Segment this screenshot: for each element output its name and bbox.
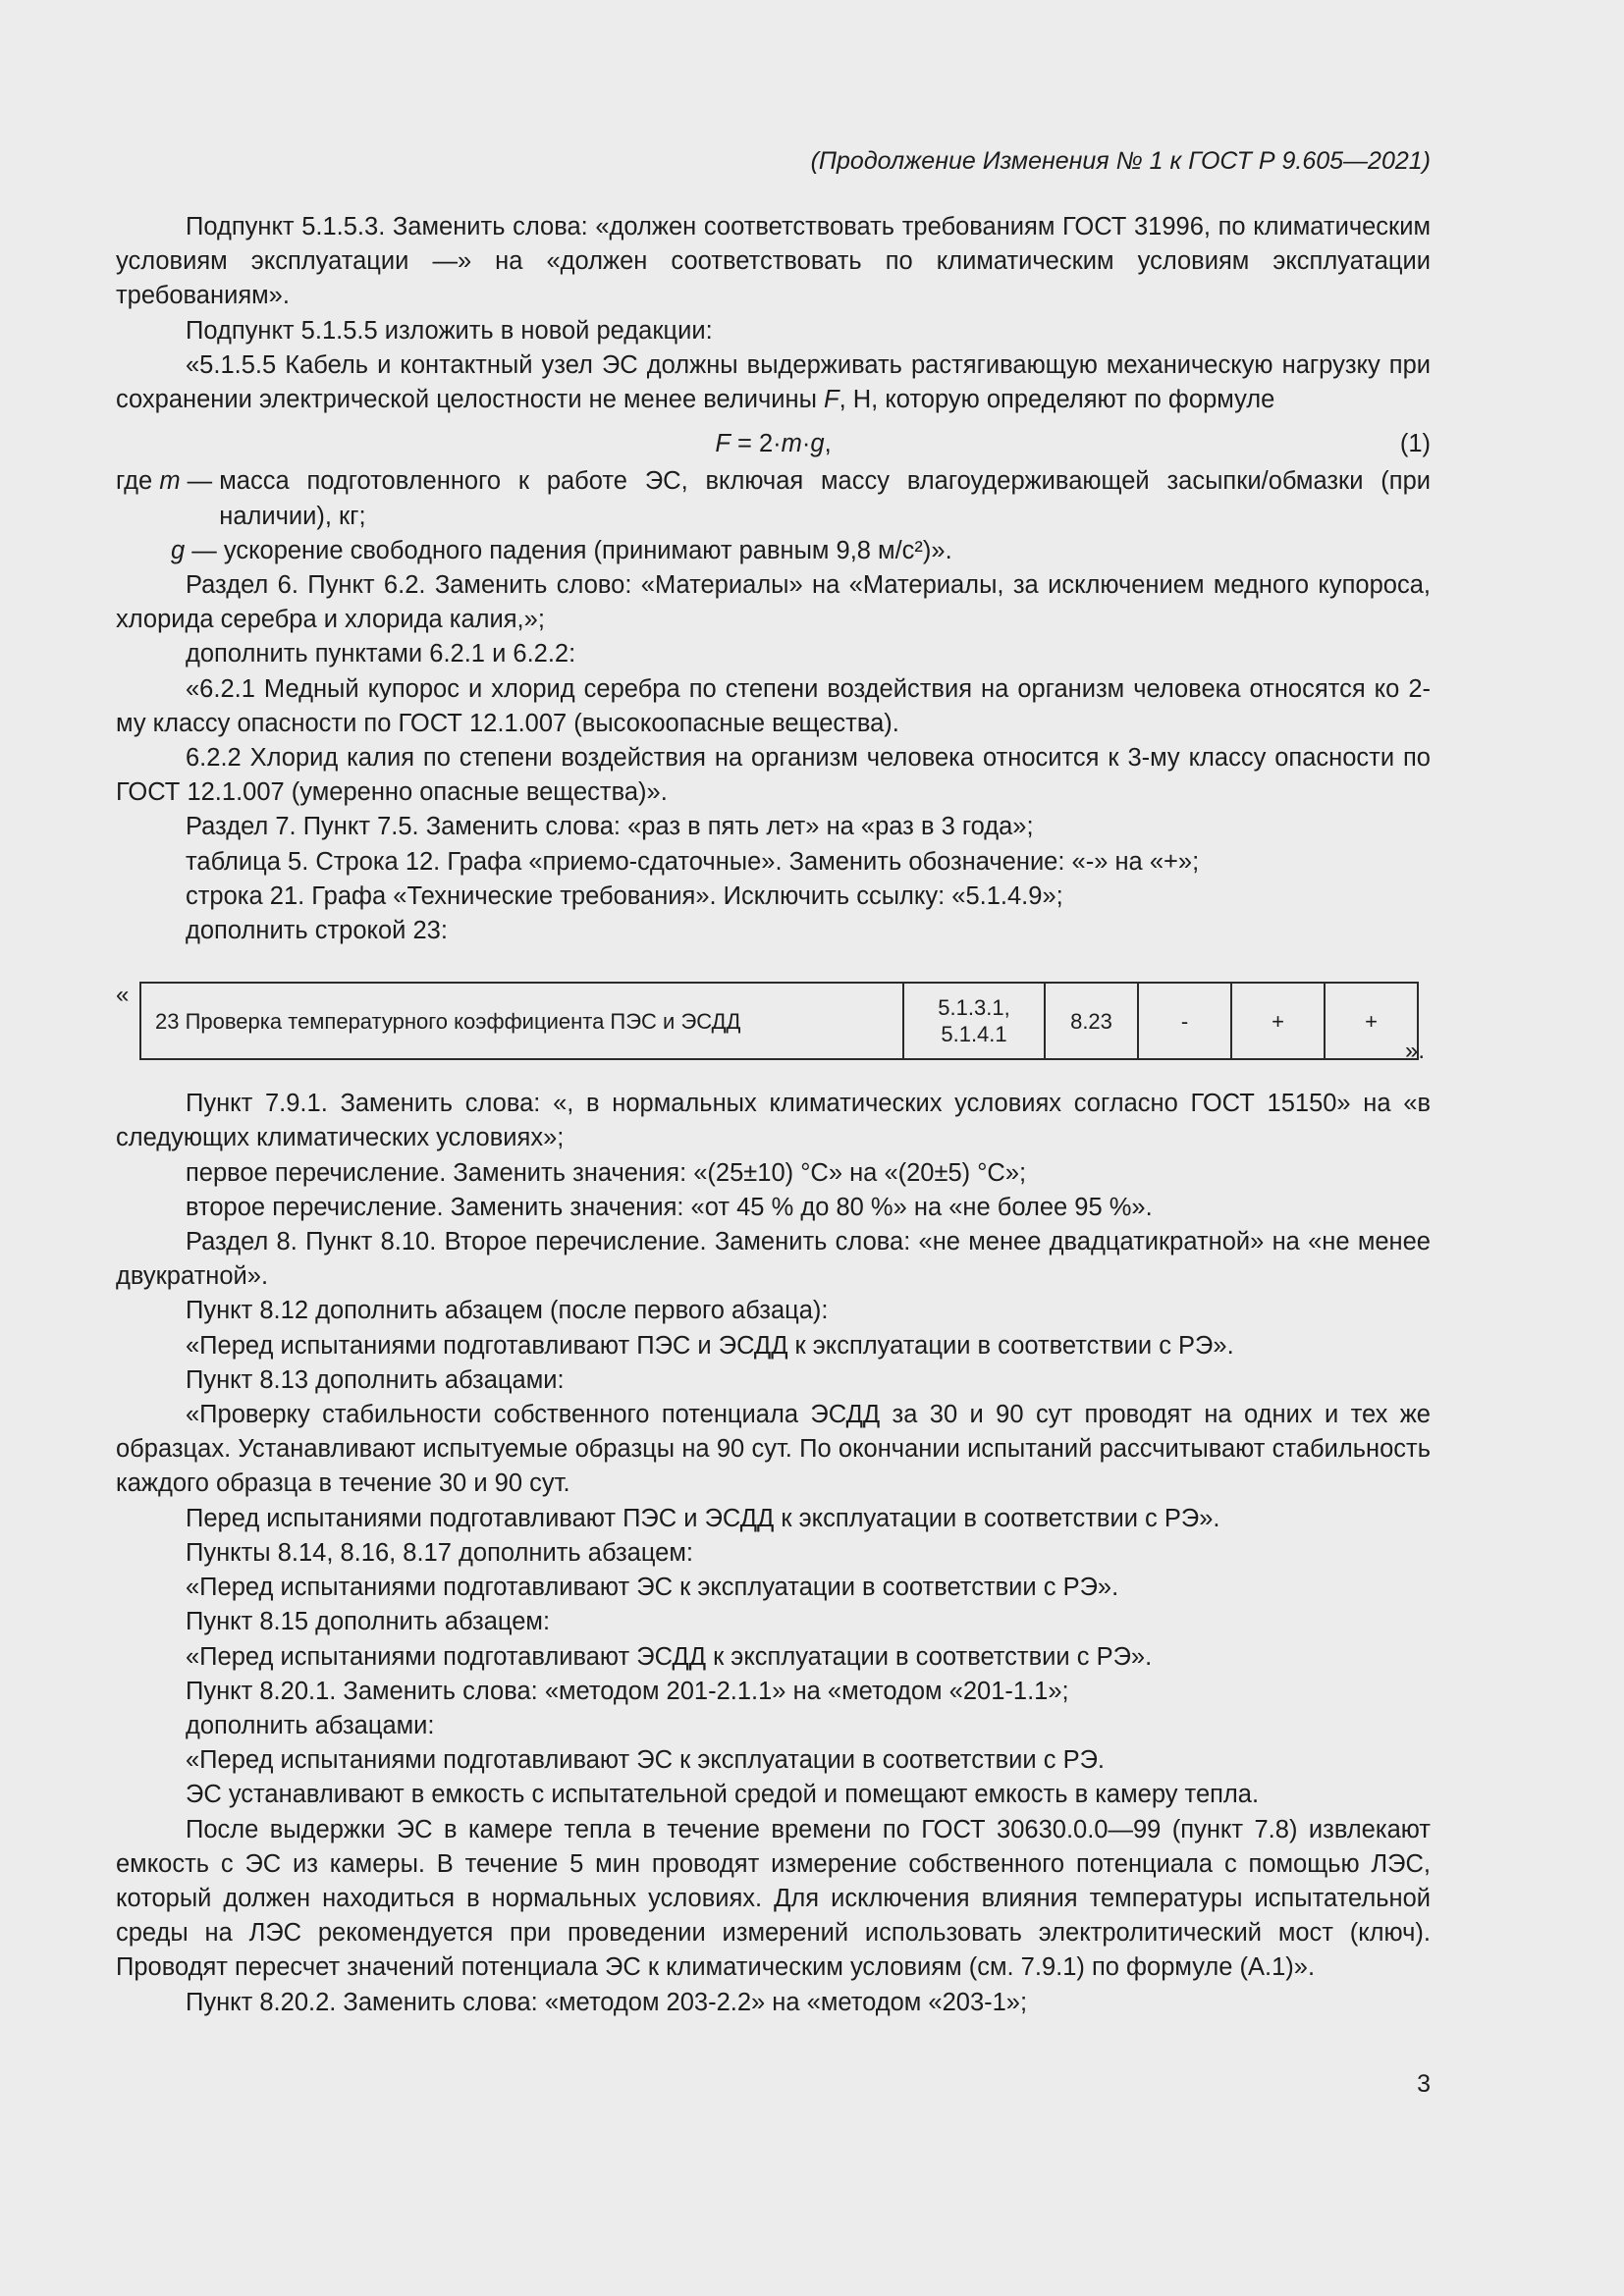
- paragraph-second-item: второе перечисление. Заменить значения: «от 45 % до 80 %» на «не более 95 %».: [186, 1193, 1153, 1221]
- paragraph-row21: строка 21. Графа «Технические требования». Исключить ссылку: «5.1.4.9»;: [186, 881, 1063, 910]
- paragraph-8201-text-3: После выдержки ЭС в камере тепла в течение времени по ГОСТ 30630.0.0—99 (пункт 7.8) извлекают емкость с ЭС из камеры. В течение 5 мин проводят измерение собственного потенциала с помощью ЛЭС, который должен находиться в нормальных условиях. Для исключения влияния температуры испытательной среды на ЛЭС рекомендуется при проведении измерений использовать электролитический мост (ключ). Проводят пересчет значений потенциала ЭС к климатическим условиям (см. 7.9.1) по формуле (А.1)».: [116, 1815, 1431, 1982]
- paragraph-5155-intro: Подпункт 5.1.5.5 изложить в новой редакции:: [186, 316, 713, 345]
- formula-line: [116, 427, 1431, 461]
- requirement-ref: 5.1.4.1: [941, 1022, 1007, 1047]
- paragraph-622: 6.2.2 Хлорид калия по степени воздействия на организм человека относится к 3-му классу опасности по ГОСТ 12.1.007 (умеренно опасные вещества)».: [116, 744, 1431, 807]
- requirement-ref: 5.1.3.1,: [938, 995, 1010, 1021]
- paragraph-8201-text-1: «Перед испытаниями подготавливают ЭС к эксплуатации в соответствии с РЭ.: [186, 1746, 1106, 1775]
- where-dash: —: [180, 467, 220, 496]
- formula-var-m: m: [781, 430, 802, 458]
- paragraph-8201-text-2: ЭС устанавливают в емкость с испытательной средой и помещают емкость в камеру тепла.: [186, 1781, 1260, 1809]
- paragraph-table5: таблица 5. Строка 12. Графа «приемо-сдаточные». Заменить обозначение: «-» на «+»;: [186, 847, 1200, 876]
- paragraph-section6: Раздел 6. Пункт 6.2. Заменить слово: «Материалы» на «Материалы, за исключением медного купороса, хлорида серебра и хлорида калия,»;: [116, 571, 1431, 634]
- paragraph-add-621: дополнить пунктами 6.2.1 и 6.2.2:: [186, 640, 576, 668]
- paragraph-812: Пункт 8.12 дополнить абзацем (после первого абзаца):: [186, 1297, 829, 1325]
- paragraph-8201-add: дополнить абзацами:: [186, 1711, 435, 1739]
- paragraph-5155-text: [116, 348, 1431, 417]
- paragraph-791: Пункт 7.9.1. Заменить слова: «, в нормальных климатических условиях согласно ГОСТ 15150» на «в следующих климатических условиях»;: [116, 1090, 1431, 1152]
- paragraph-section7: Раздел 7. Пункт 7.5. Заменить слова: «раз в пять лет» на «раз в 3 года»;: [186, 813, 1034, 841]
- paragraph-813-text-2: Перед испытаниями подготавливают ПЭС и ЭСДД к эксплуатации в соответствии с РЭ».: [186, 1504, 1220, 1532]
- table-close-quote: ».: [1405, 1038, 1426, 1065]
- page-number: 3: [1417, 2070, 1431, 2098]
- continuation-header: (Продолжение Изменения № 1 к ГОСТ Р 9.605—2021): [810, 147, 1431, 175]
- paragraph-812-text: «Перед испытаниями подготавливают ПЭС и ЭСДД к эксплуатации в соответствии с РЭ».: [186, 1331, 1234, 1360]
- amendment-table: [139, 982, 1419, 1060]
- paragraph-814-text: «Перед испытаниями подготавливают ЭС к эксплуатации в соответствии с РЭ».: [186, 1574, 1119, 1602]
- where-m-description: масса подготовленного к работе ЭС, включая массу влагоудерживающей засыпки/обмазки (при наличии), кг;: [219, 467, 1431, 530]
- variable-F: F: [824, 386, 839, 414]
- paragraph-815-text: «Перед испытаниями подготавливают ЭСДД к эксплуатации в соответствии с РЭ».: [186, 1642, 1153, 1671]
- table-open-quote: «: [116, 982, 130, 1009]
- formula-part: ·: [801, 430, 811, 458]
- where-m: [116, 464, 1431, 533]
- para-text: , Н, которую определяют по формуле: [839, 386, 1275, 414]
- paragraph-815: Пункт 8.15 дополнить абзацем:: [186, 1608, 551, 1636]
- where-prefix: где: [116, 467, 160, 496]
- where-var-g: g: [171, 536, 186, 564]
- table-cell-col4: -: [1138, 983, 1231, 1059]
- amendment-table-block: [116, 982, 1431, 1065]
- document-body: [116, 210, 1431, 2020]
- formula-var-F: F: [715, 430, 731, 458]
- paragraph-5153: Подпункт 5.1.5.3. Заменить слова: «должен соответствовать требованиям ГОСТ 31996, по климатическим условиям эксплуатации —» на «должен соответствовать по климатическим условиям эксплуатации требованиям».: [116, 213, 1431, 310]
- where-g: [116, 534, 1431, 568]
- paragraph-8201: Пункт 8.20.1. Заменить слова: «методом 201-2.1.1» на «методом «201-1.1»;: [186, 1677, 1069, 1705]
- paragraph-add-row23: дополнить строкой 23:: [186, 917, 448, 945]
- para-text: «5.1.5.5 Кабель и контактный узел ЭС должны выдерживать растягивающую механическую нагрузку при сохранении электрической целостности не менее величины: [116, 350, 1431, 414]
- formula-var-g: g: [810, 430, 825, 458]
- table-cell-name: 23 Проверка температурного коэффициента ПЭС и ЭСДД: [140, 983, 903, 1059]
- formula: [116, 427, 1431, 461]
- paragraph-first-item: первое перечисление. Заменить значения: «(25±10) °С» на «(20±5) °С»;: [186, 1158, 1027, 1187]
- paragraph-813-text-1: «Проверку стабильности собственного потенциала ЭСДД за 30 и 90 сут проводят на одних и тех же образцах. Устанавливают испытуемые образцы на 90 сут. По окончании испытаний рассчитывают стабильность каждого образца в течение 30 и 90 сут.: [116, 1401, 1431, 1498]
- formula-part: = 2·: [730, 430, 782, 458]
- formula-part: ,: [824, 430, 832, 458]
- table-cell-requirements: [903, 983, 1045, 1059]
- table-row: [140, 983, 1418, 1059]
- paragraph-section8: Раздел 8. Пункт 8.10. Второе перечисление. Заменить слова: «не менее двадцатикратной» на «не менее двукратной».: [116, 1228, 1431, 1291]
- table-cell-col6: +: [1325, 983, 1418, 1059]
- paragraph-8202: Пункт 8.20.2. Заменить слова: «методом 203-2.2» на «методом «203-1»;: [186, 1988, 1028, 2016]
- paragraph-814: Пункты 8.14, 8.16, 8.17 дополнить абзацем:: [186, 1538, 693, 1567]
- paragraph-813: Пункт 8.13 дополнить абзацами:: [186, 1365, 565, 1394]
- equation-number: (1): [1399, 430, 1431, 458]
- where-m-term: [116, 464, 219, 533]
- where-var-m: m: [159, 467, 181, 496]
- paragraph-621: «6.2.1 Медный купорос и хлорид серебра по степени воздействия на организм человека относятся ко 2-му классу опасности по ГОСТ 12.1.007 (высокоопасные вещества).: [116, 674, 1431, 737]
- where-g-description: — ускорение свободного падения (принимают равным 9,8 м/с²)».: [185, 536, 952, 564]
- table-cell-col5: +: [1231, 983, 1325, 1059]
- table-cell-method: 8.23: [1045, 983, 1138, 1059]
